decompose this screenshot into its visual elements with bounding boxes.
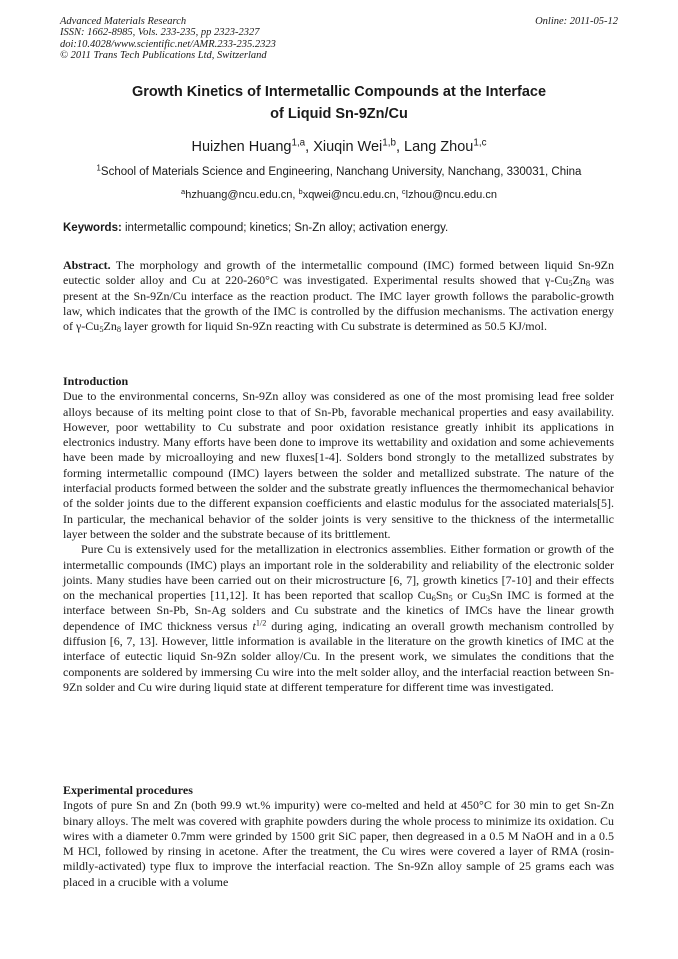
author-name: Huizhen Huang (191, 139, 292, 155)
author-marks: 1,a (291, 137, 306, 149)
issn-line: ISSN: 1662-8985, Vols. 233-235, pp 2323-2327 (60, 27, 260, 39)
abstract (63, 258, 614, 334)
copyright-line: © 2011 Trans Tech Publications Ltd, Switzerland (60, 49, 267, 61)
abstract-paragraph (63, 258, 614, 334)
affiliation (60, 165, 618, 179)
email-address[interactable]: xqwei@ncu.edu.cn (302, 189, 396, 201)
paper-title (60, 81, 618, 125)
author-name: Xiuqin Wei (313, 139, 383, 155)
section-heading-introduction: Introduction (63, 374, 129, 388)
doi-line: doi:10.4028/www.scientific.net/AMR.233-235.2323 (60, 38, 276, 50)
journal-header (60, 16, 618, 61)
abstract-text: The morphology and growth of the intermetallic compound (IMC) formed between liquid Sn-9Zn eutectic solder alloy and Cu at 220-260°C was investigated. Experimental results showed that γ-Cu (63, 258, 614, 288)
subscript: 6 (431, 594, 436, 604)
online-date: Online: 2011-05-12 (535, 16, 618, 27)
email-address[interactable]: hzhuang@ncu.edu.cn (185, 189, 293, 201)
journal-name: Advanced Materials Research (60, 16, 187, 27)
subscript: 8 (585, 279, 591, 289)
author-name: Lang Zhou (404, 139, 474, 155)
abstract-text: layer growth for liquid Sn-9Zn reacting with Cu substrate is determined as 50.5 KJ/mol. (121, 319, 547, 334)
author-separator: , (305, 139, 314, 155)
affiliation-mark: 1 (96, 163, 101, 173)
author-list (60, 138, 618, 156)
paragraph-text: during aging, indicating an overall growth mechanism controlled by diffusion [6, 7, 13]. However, little information is available in the literature on the growth kinetics of IMC at the interface of eutectic liquid Sn-9Zn solder alloy/Cu. In the present work, we simulates the conditions that the components are soldered by immersing Cu wire into the melt solder alloy, and the interfacial reaction between Sn-9Zn solder and Cu wire during liquid state at different temperature for different time was investigated. (63, 618, 615, 694)
experimental-paragraph-1: Ingots of pure Sn and Zn (both 99.9 wt.% impurity) were co-melted and held at 450°C for 30 min to get Sn-Zn binary alloys. The melt was covered with graphite powders during the whole process to minimize its oxidation. Cu wires with a diameter 0.7mm were grinded by 1500 grit SiC paper, then degreased in a 0.5 M NaOH and in a 0.5 M HCl, followed by rinsing in acetone. After the treatment, the Cu wires were covered a layer of RMA (rosin-mildly-activated) type flux to improve the interfacial reaction. The Sn-9Zn alloy sample of 25 grams each was placed in a crucible with a volume (63, 798, 614, 889)
email-separator: , (395, 189, 402, 201)
paragraph-text: Sn IMC is formed at the interface between Sn-Pb, Sn-Ag solders and Cu substrate and the kinetics of IMCs have the linear growth dependence of IMC thickness versus (63, 588, 614, 633)
subscript: 5 (568, 279, 573, 289)
introduction-paragraph-2 (63, 542, 614, 695)
keywords (63, 221, 619, 235)
section-heading-experimental: Experimental procedures (63, 783, 193, 797)
email-address[interactable]: lzhou@ncu.edu.cn (405, 189, 497, 201)
email-mark: c (401, 186, 406, 196)
email-list (60, 188, 618, 202)
email-mark: a (181, 186, 186, 196)
subscript: 5 (99, 325, 104, 335)
subscript: 8 (116, 325, 122, 335)
abstract-label: Abstract. (63, 258, 111, 272)
title-line-2: of Liquid Sn-9Zn/Cu (270, 106, 408, 122)
paragraph-text: or Cu (452, 588, 486, 603)
math-variable: t (252, 618, 256, 633)
introduction-paragraph-1: Due to the environmental concerns, Sn-9Zn alloy was considered as one of the most promising lead free solder alloys because of its melting point close to that of Sn-Pb, favorable mechanical properties and easy availability. However, poor wettability to Cu substrate and poor oxidation resistance greatly inhibit its applications in electronics industry. Many efforts have been done to improve its wettability and oxidation and some achievements have been made by microalloying and new fluxes[1-4]. Solders bond strongly to the metallized substrates by forming intermetallic compound (IMC) layers between the solder and metallized substrate. The nature of the interfacial products formed between the solder and the substrate greatly influences the thermomechanical behavior of the solder joints due to the different expansion coefficients and elastic modulus for the associated materials[5]. In particular, the mechanical behavior of the solder joints is very sensitive to the thickness of the intermetallic layer between the solder and the substrate because of its brittlement. (63, 389, 614, 541)
email-mark: b (298, 186, 303, 196)
superscript: 1/2 (255, 618, 267, 628)
keywords-label: Keywords: (63, 222, 122, 234)
email-separator: , (292, 189, 299, 201)
author-marks: 1,c (473, 137, 487, 149)
keywords-text: intermetallic compound; kinetics; Sn-Zn alloy; activation energy. (121, 222, 449, 234)
introduction-section (63, 374, 614, 695)
paragraph-text: Pure Cu is extensively used for the metallization in electronics assemblies. Either formation or growth of the intermetallic compounds (IMC) plays an important role in the solderability and reliability of the electronic solder joints. Many studies have been carried out on their microstructure [6, 7], growth kinetics [7-10] and their effects on the mechanical properties [11,12]. It has been reported that scallop Cu (63, 542, 614, 603)
experimental-section (63, 783, 614, 890)
author-marks: 1,b (382, 137, 396, 149)
abstract-text: Zn (103, 319, 117, 334)
affiliation-text: School of Materials Science and Engineering, Nanchang University, Nanchang, 330031, China (100, 166, 582, 178)
abstract-text: Zn (572, 273, 586, 288)
abstract-text: was present at the Sn-9Zn/Cu interface as the reaction product. The IMC layer growth follows the parabolic-growth law, which indicates that the growth of the IMC is controlled by the diffusion mechanisms. The activation energy of γ-Cu (63, 273, 614, 334)
author-separator: , (395, 139, 405, 155)
title-line-1: Growth Kinetics of Intermetallic Compounds at the Interface (131, 84, 547, 100)
subscript: 5 (448, 594, 453, 604)
subscript: 3 (485, 594, 490, 604)
paragraph-text: Sn (435, 588, 449, 603)
